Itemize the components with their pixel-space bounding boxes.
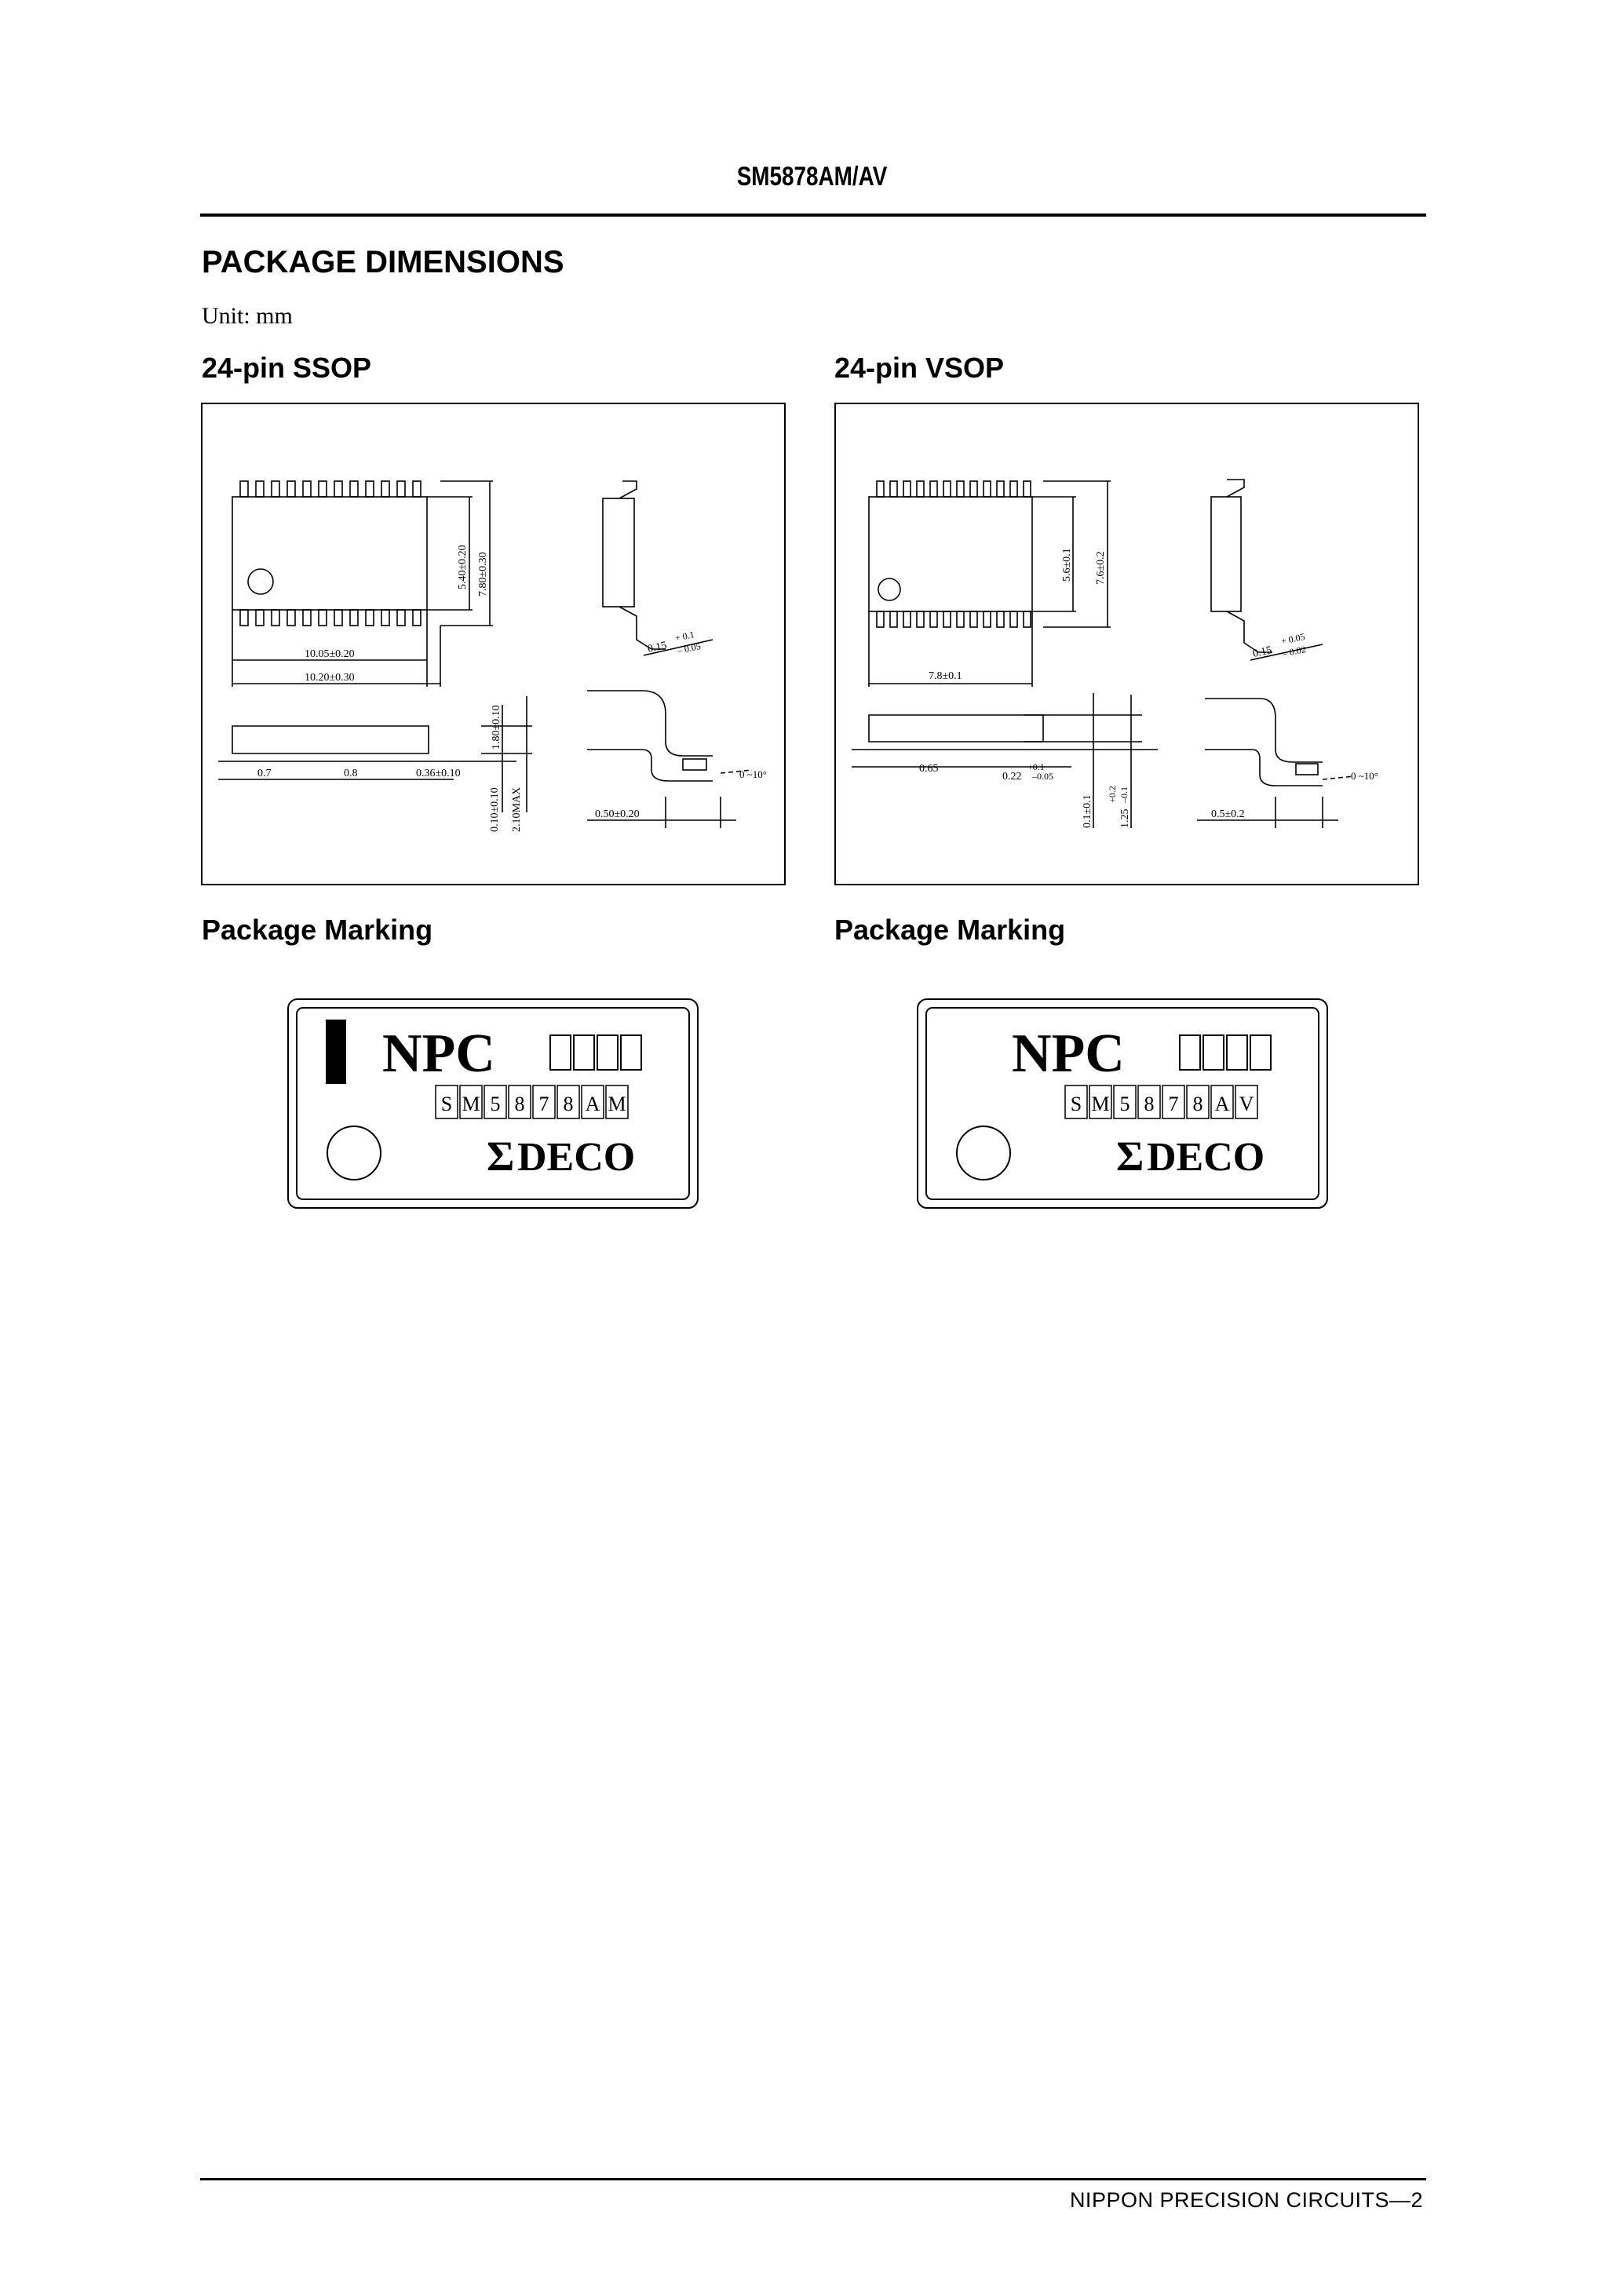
vsop-dim-lead-thickness-plus: + 0.05 [1279,630,1306,647]
marking-right-maker-symbol: Σ [1116,1133,1144,1180]
marking-left-title: Package Marking [202,914,433,946]
marking-code-char: A [1214,1093,1230,1115]
vsop-dim-standoff: 0.1±0.1 [1082,794,1093,828]
marking-left-code [436,1085,628,1118]
section-title: PACKAGE DIMENSIONS [202,245,564,279]
lead [256,481,264,497]
lead [381,481,389,497]
marking-blank-box [621,1035,641,1070]
vsop-dim-body-length: 7.8±0.1 [929,670,962,682]
lead [957,481,964,497]
lead [943,481,951,497]
vsop-dim-total-width: 7.6±0.2 [1095,551,1107,585]
marking-left [286,998,699,1210]
ssop-body-top [232,497,427,610]
lead [350,610,358,626]
marking-code-char: V [1239,1093,1254,1115]
marking-code-char: S [440,1093,453,1115]
vsop-title: 24-pin VSOP [834,352,1005,384]
lead [303,610,311,626]
vsop-dim-lead-thickness-minus: – 0.02 [1281,644,1307,659]
vsop-dim-angle: 0 ~10° [1351,770,1378,782]
lead [957,611,964,627]
lead [350,481,358,497]
lead [970,611,977,627]
lead [877,611,884,627]
vsop-dim-height-minus: –0.1 [1119,786,1130,803]
lead [334,610,342,626]
ssop-dim-lead-thickness-minus: – 0.05 [676,640,702,656]
lead [381,610,389,626]
marking-blank-box [597,1035,618,1070]
lead [943,611,951,627]
vsop-leads-bottom [877,611,1031,627]
marking-code-char: 8 [563,1093,574,1115]
lead [272,481,279,497]
lead [397,610,405,626]
vsop-drawing-svg [836,404,1418,884]
marking-blank-box [1203,1035,1224,1070]
marking-code-char: 7 [538,1093,549,1115]
lead [930,481,937,497]
lead [256,610,264,626]
lead [984,611,991,627]
vsop-dim-pitch: 0.65 [919,763,939,775]
lead [917,611,924,627]
lead [917,481,924,497]
ssop-dim-pitch: 0.8 [344,768,358,779]
marking-blank-box [1227,1035,1247,1070]
marking-left-maker: DECO [517,1135,636,1180]
marking-code-char: 8 [1144,1093,1155,1115]
marking-left-logo: NPC [382,1023,495,1084]
vsop-dim-body-width: 5.6±0.1 [1061,548,1073,582]
lead [272,610,279,626]
document-header-title: SM5878AM/AV [736,162,888,192]
vsop-leads-top [877,481,1031,497]
lead [997,481,1004,497]
ssop-dim-lead-width: 0.36±0.10 [416,768,461,779]
ssop-dim-angle: 0 ~10° [739,768,767,780]
marking-right-code [1065,1085,1257,1118]
ssop-leads-top [240,481,421,497]
ssop-dim-lead-end: 0.7 [257,768,272,779]
footer-text: NIPPON PRECISION CIRCUITS—2 [1069,2188,1423,2212]
marking-blank-box [1180,1035,1200,1070]
ssop-dim-lead-thickness: 0.15 [646,640,668,655]
marking-right-svg [916,998,1329,1210]
lead [930,611,937,627]
vsop-dim-foot-length: 0.5±0.2 [1211,808,1245,820]
lead [970,481,977,497]
lead [240,481,248,497]
ssop-drawing [201,403,786,885]
ssop-dim-body-length: 10.05±0.20 [305,648,355,660]
vsop-dim-lead-width: 0.22 [1002,771,1022,783]
marking-right-logo: NPC [1012,1023,1125,1084]
marking-right-maker: DECO [1147,1135,1265,1180]
marking-code-char: M [1091,1093,1110,1115]
marking-blank-box [574,1035,594,1070]
ssop-leads-bottom [240,610,421,626]
marking-code-char: 8 [1192,1093,1203,1115]
lead [319,610,327,626]
marking-left-maker-symbol: Σ [487,1133,515,1180]
lead [413,481,421,497]
lead [413,610,421,626]
marking-right-title: Package Marking [834,914,1066,946]
lead [334,481,342,497]
ssop-dim-total-width: 7.80±0.30 [477,552,489,597]
vsop-body-top [869,497,1032,611]
lead [1024,611,1031,627]
lead [903,481,911,497]
lead [890,611,897,627]
marking-code-char: A [585,1093,600,1115]
lead [319,481,327,497]
lead [877,481,884,497]
lead [1010,481,1017,497]
vsop-dim-lead-width-minus: –0.05 [1032,771,1053,782]
marking-left-bar [326,1020,346,1084]
ssop-dim-body-height: 1.80±0.10 [491,705,502,750]
lead [287,610,295,626]
marking-code-char: 5 [490,1093,501,1115]
ssop-dim-body-width: 5.40±0.20 [457,545,469,589]
marking-blank-box [550,1035,571,1070]
marking-code-char: M [462,1093,480,1115]
lead [366,481,374,497]
marking-left-svg [286,998,699,1210]
vsop-pin1-mark [878,578,900,600]
vsop-dim-height-plus: +0.2 [1107,786,1118,803]
lead [903,611,911,627]
footer-rule [200,2178,1426,2180]
lead [366,610,374,626]
lead [1010,611,1017,627]
marking-code-char: 8 [514,1093,525,1115]
marking-code-char: 7 [1168,1093,1179,1115]
marking-right-pin1 [957,1126,1010,1180]
lead [240,610,248,626]
marking-right [916,998,1329,1210]
marking-code-char: S [1070,1093,1082,1115]
lead [984,481,991,497]
vsop-dim-lead-thickness: 0.15 [1251,644,1273,660]
lead [997,611,1004,627]
vsop-dim-lead-width-plus: +0.1 [1027,761,1045,772]
marking-code-char: 5 [1119,1093,1130,1115]
vsop-dim-height: 1.25 [1119,808,1131,828]
ssop-dim-standoff: 0.10±0.10 [489,787,501,832]
lead [397,481,405,497]
ssop-drawing-svg [203,404,784,884]
marking-left-pin1 [327,1126,381,1180]
marking-blank-box [1250,1035,1271,1070]
ssop-dim-max-height: 2.10MAX [511,786,523,832]
ssop-dim-lead-thickness-plus: + 0.1 [673,629,695,644]
ssop-title: 24-pin SSOP [202,352,372,384]
ssop-dim-total-length: 10.20±0.30 [305,672,355,684]
unit-label: Unit: mm [202,303,293,329]
lead [1024,481,1031,497]
marking-code-char: M [608,1093,626,1115]
ssop-pin1-mark [248,569,273,594]
header-rule [200,213,1426,217]
lead [890,481,897,497]
vsop-drawing [834,403,1419,885]
lead [303,481,311,497]
lead [287,481,295,497]
ssop-dim-foot-length: 0.50±0.20 [595,808,640,820]
